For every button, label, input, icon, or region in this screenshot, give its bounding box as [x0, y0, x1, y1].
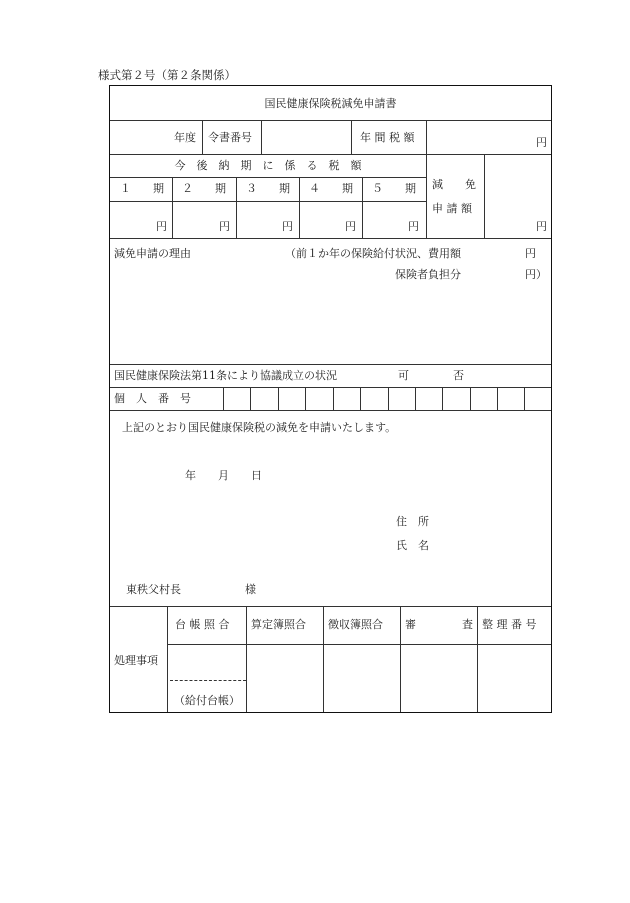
rule: [362, 177, 363, 238]
notice-number-label: 令書番号: [208, 131, 252, 144]
benefit-status-note: （前１か年の保険給付状況、費用額: [285, 247, 461, 260]
dashed-separator: [170, 680, 246, 681]
rule: [110, 364, 551, 365]
rule: [299, 177, 300, 238]
rule: [167, 606, 168, 712]
addressee: 東秩父村長: [126, 583, 181, 596]
rule: [110, 410, 551, 411]
rule: [360, 387, 361, 410]
rule: [202, 120, 203, 154]
insurer-share-yen: 円）: [525, 268, 547, 281]
ledger-check-header: 台 帳 照 合: [175, 618, 230, 631]
reference-number-header: 整 理 番 号: [482, 618, 537, 631]
insurer-share-note: 保険者負担分: [395, 268, 461, 281]
period-3-label: ３ 期: [246, 182, 290, 195]
reduction-label-line2: 申 請 額: [432, 202, 472, 215]
form-title: 国民健康保険税減免申請書: [264, 97, 397, 110]
rule: [278, 387, 279, 410]
rule: [426, 120, 427, 238]
period-2-yen: 円: [219, 220, 230, 233]
period-4-yen: 円: [345, 220, 356, 233]
application-date[interactable]: 年 月 日: [185, 469, 262, 482]
rule: [110, 606, 551, 607]
rule: [442, 387, 443, 410]
review-header-left: 審: [405, 618, 416, 631]
rule: [388, 387, 389, 410]
reduction-yen: 円: [536, 220, 547, 233]
address-label: 住 所: [396, 515, 429, 528]
period-5-label: ５ 期: [372, 182, 416, 195]
form-number-label: 様式第２号（第２条関係）: [98, 68, 236, 82]
rule: [415, 387, 416, 410]
period-1-yen: 円: [156, 220, 167, 233]
rule: [484, 154, 485, 238]
name-label: 氏 名: [396, 539, 429, 552]
rule: [110, 238, 551, 239]
agreement-no[interactable]: 否: [453, 369, 464, 382]
rule: [172, 177, 173, 238]
rule: [110, 387, 551, 388]
rule: [470, 387, 471, 410]
rule: [110, 177, 426, 178]
year-label: 年度: [174, 131, 196, 144]
collection-book-check-header: 徴収簿照合: [328, 618, 383, 631]
benefit-ledger-note: （給付台帳）: [174, 694, 240, 707]
rule: [261, 120, 262, 154]
agreement-label: 国民健康保険法第11条により協議成立の状況: [114, 369, 337, 382]
rule: [477, 606, 478, 712]
rule: [167, 644, 551, 645]
application-statement: 上記のとおり国民健康保険税の減免を申請いたします。: [122, 421, 397, 434]
rule: [305, 387, 306, 410]
rule: [110, 120, 551, 121]
yen-unit: 円: [536, 136, 547, 149]
rule: [236, 177, 237, 238]
period-1-label: １ 期: [120, 182, 164, 195]
agreement-yes[interactable]: 可: [398, 369, 409, 382]
reduction-label-line1: 減 免: [432, 178, 476, 191]
honorific: 様: [245, 583, 256, 596]
rule: [246, 606, 247, 712]
rule: [400, 606, 401, 712]
period-2-label: ２ 期: [182, 182, 226, 195]
rule: [351, 120, 352, 154]
assessment-book-check-header: 算定簿照合: [251, 618, 306, 631]
annual-tax-label: 年 間 税 額: [360, 131, 415, 144]
rule: [333, 387, 334, 410]
rule: [497, 387, 498, 410]
reason-label: 減免申請の理由: [114, 247, 191, 260]
rule: [223, 387, 224, 410]
period-5-yen: 円: [408, 220, 419, 233]
benefit-yen: 円: [525, 247, 536, 260]
rule: [323, 606, 324, 712]
review-header-right: 査: [462, 618, 473, 631]
rule: [524, 387, 525, 410]
period-3-yen: 円: [282, 220, 293, 233]
processing-label: 処理事項: [114, 654, 158, 667]
application-form: [109, 85, 552, 713]
personal-number-label: 個 人 番 号: [114, 392, 191, 405]
rule: [110, 201, 426, 202]
period-4-label: ４ 期: [309, 182, 353, 195]
rule: [250, 387, 251, 410]
future-periods-heading: 今 後 納 期 に 係 る 税 額: [174, 159, 362, 172]
